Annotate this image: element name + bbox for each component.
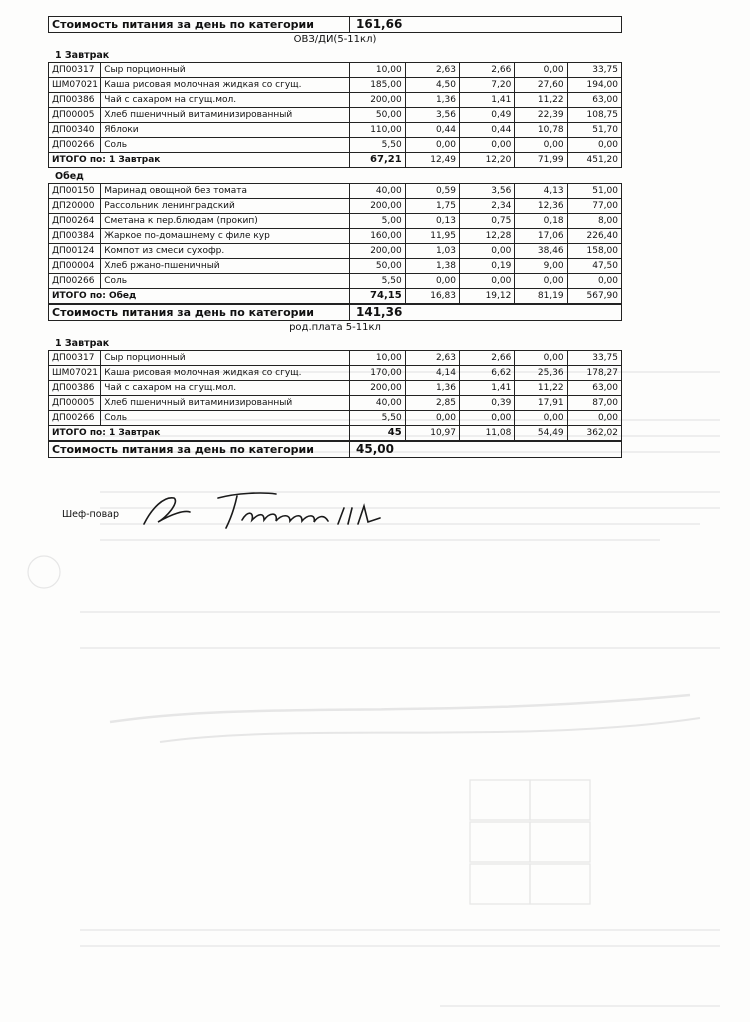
cell-code: ДП00317 xyxy=(49,351,101,366)
cell-code: ДП00264 xyxy=(49,214,101,229)
cell-code: ДП00266 xyxy=(49,138,101,153)
cell-energy: 8,00 xyxy=(567,214,621,229)
cell-fat: 0,44 xyxy=(460,123,515,138)
cell-name: Сыр порционный xyxy=(101,63,350,78)
cell-protein: 1,03 xyxy=(405,244,459,259)
cell-carbs: 17,91 xyxy=(515,396,567,411)
cell-fat: 0,00 xyxy=(460,138,515,153)
cell-code: ДП00317 xyxy=(49,63,101,78)
cell-energy: 158,00 xyxy=(567,244,621,259)
table-row xyxy=(49,138,622,153)
cell-protein: 1,36 xyxy=(405,93,459,108)
meal-table xyxy=(48,350,622,441)
cell-fat: 3,56 xyxy=(460,184,515,199)
cell-carbs: 0,00 xyxy=(515,274,567,289)
cell-fat: 1,41 xyxy=(460,381,515,396)
cell-carbs: 11,22 xyxy=(515,93,567,108)
group-title: ОВЗ/ДИ(5-11кл) xyxy=(293,34,377,45)
cell-energy: 63,00 xyxy=(567,93,621,108)
cell-code: ДП00386 xyxy=(49,381,101,396)
cell-fat: 2,66 xyxy=(460,63,515,78)
table-row xyxy=(49,123,622,138)
cell-code: ДП00384 xyxy=(49,229,101,244)
table-row xyxy=(49,229,622,244)
cell-energy: 108,75 xyxy=(567,108,621,123)
daily-cost-value: 161,66 xyxy=(350,17,622,33)
table-row xyxy=(49,93,622,108)
cell-energy: 178,27 xyxy=(567,366,621,381)
total-fat: 12,20 xyxy=(460,153,515,168)
cell-code: ДП00266 xyxy=(49,411,101,426)
table-row xyxy=(49,259,622,274)
cell-fat: 0,00 xyxy=(460,244,515,259)
cell-code: ДП00005 xyxy=(49,108,101,123)
cell-protein: 1,75 xyxy=(405,199,459,214)
total-carbs: 54,49 xyxy=(515,426,567,441)
daily-cost-value: 45,00 xyxy=(350,442,622,458)
total-protein: 10,97 xyxy=(405,426,459,441)
cell-mass: 50,00 xyxy=(350,108,405,123)
total-energy: 567,90 xyxy=(567,289,621,304)
cell-energy: 51,70 xyxy=(567,123,621,138)
cell-mass: 5,50 xyxy=(350,274,405,289)
total-mass: 45 xyxy=(350,426,405,441)
meal-total-row xyxy=(49,153,622,168)
daily-cost-row xyxy=(48,441,622,458)
cell-name: Чай с сахаром на сгущ.мол. xyxy=(101,381,350,396)
cell-energy: 33,75 xyxy=(567,351,621,366)
cell-protein: 0,13 xyxy=(405,214,459,229)
cell-code: ДП00340 xyxy=(49,123,101,138)
meal-title: 1 Завтрак xyxy=(55,50,110,61)
cell-carbs: 17,06 xyxy=(515,229,567,244)
table-row xyxy=(49,411,622,426)
total-protein: 16,83 xyxy=(405,289,459,304)
handwritten-signature xyxy=(62,488,422,536)
cell-energy: 33,75 xyxy=(567,63,621,78)
cell-mass: 200,00 xyxy=(350,93,405,108)
cell-mass: 40,00 xyxy=(350,396,405,411)
total-label: ИТОГО по: 1 Завтрак xyxy=(49,153,350,168)
signature-block xyxy=(62,488,422,536)
cell-protein: 1,38 xyxy=(405,259,459,274)
cell-fat: 0,00 xyxy=(460,274,515,289)
cell-protein: 2,63 xyxy=(405,351,459,366)
meal-total-row xyxy=(49,426,622,441)
cell-energy: 194,00 xyxy=(567,78,621,93)
cell-carbs: 12,36 xyxy=(515,199,567,214)
cell-code: ДП00386 xyxy=(49,93,101,108)
cell-mass: 5,50 xyxy=(350,411,405,426)
cell-name: Соль xyxy=(101,274,350,289)
cell-energy: 77,00 xyxy=(567,199,621,214)
meal-table xyxy=(48,62,622,168)
daily-cost-label: Стоимость питания за день по категории xyxy=(49,17,350,33)
cell-protein: 0,59 xyxy=(405,184,459,199)
cell-fat: 1,41 xyxy=(460,93,515,108)
cell-energy: 47,50 xyxy=(567,259,621,274)
table-row xyxy=(49,108,622,123)
total-fat: 19,12 xyxy=(460,289,515,304)
cell-protein: 11,95 xyxy=(405,229,459,244)
cell-protein: 4,14 xyxy=(405,366,459,381)
cell-mass: 10,00 xyxy=(350,63,405,78)
cell-protein: 3,56 xyxy=(405,108,459,123)
total-label: ИТОГО по: Обед xyxy=(49,289,350,304)
total-energy: 362,02 xyxy=(567,426,621,441)
cell-protein: 2,63 xyxy=(405,63,459,78)
table-row xyxy=(49,63,622,78)
table-row xyxy=(49,244,622,259)
table-row xyxy=(49,214,622,229)
cell-name: Чай с сахаром на сгущ.мол. xyxy=(101,93,350,108)
cell-name: Сыр порционный xyxy=(101,351,350,366)
cell-mass: 10,00 xyxy=(350,351,405,366)
total-carbs: 71,99 xyxy=(515,153,567,168)
cell-energy: 51,00 xyxy=(567,184,621,199)
total-mass: 74,15 xyxy=(350,289,405,304)
daily-cost-label: Стоимость питания за день по категории xyxy=(49,305,350,321)
total-fat: 11,08 xyxy=(460,426,515,441)
cell-code: ДП00004 xyxy=(49,259,101,274)
cell-fat: 0,00 xyxy=(460,411,515,426)
total-carbs: 81,19 xyxy=(515,289,567,304)
cell-energy: 0,00 xyxy=(567,138,621,153)
cell-energy: 0,00 xyxy=(567,411,621,426)
cell-carbs: 11,22 xyxy=(515,381,567,396)
table-row xyxy=(49,381,622,396)
cell-energy: 87,00 xyxy=(567,396,621,411)
daily-cost-row xyxy=(48,304,622,321)
cell-name: Рассольник ленинградский xyxy=(101,199,350,214)
cell-carbs: 4,13 xyxy=(515,184,567,199)
cell-energy: 226,40 xyxy=(567,229,621,244)
cell-protein: 0,00 xyxy=(405,138,459,153)
chef-role-label: Шеф-повар xyxy=(62,509,120,520)
total-label: ИТОГО по: 1 Завтрак xyxy=(49,426,350,441)
cell-name: Яблоки xyxy=(101,123,350,138)
group-title: род.плата 5-11кл xyxy=(289,322,381,333)
cell-protein: 1,36 xyxy=(405,381,459,396)
cell-carbs: 0,00 xyxy=(515,351,567,366)
cell-carbs: 0,00 xyxy=(515,138,567,153)
cell-name: Каша рисовая молочная жидкая со сгущ. xyxy=(101,366,350,381)
table-row xyxy=(49,199,622,214)
cell-energy: 63,00 xyxy=(567,381,621,396)
cell-energy: 0,00 xyxy=(567,274,621,289)
cell-code: ШМ07021 xyxy=(49,366,101,381)
cell-protein: 0,44 xyxy=(405,123,459,138)
cell-mass: 50,00 xyxy=(350,259,405,274)
cell-name: Хлеб ржано-пшеничный xyxy=(101,259,350,274)
cell-fat: 0,39 xyxy=(460,396,515,411)
meal-title: Обед xyxy=(55,171,84,182)
cell-carbs: 9,00 xyxy=(515,259,567,274)
table-row xyxy=(49,396,622,411)
cell-name: Жаркое по-домашнему с филе кур xyxy=(101,229,350,244)
cell-name: Хлеб пшеничный витаминизированный xyxy=(101,396,350,411)
meal-title: 1 Завтрак xyxy=(55,338,110,349)
menu-sheet xyxy=(48,16,622,458)
cell-mass: 185,00 xyxy=(350,78,405,93)
meal-total-row xyxy=(49,289,622,304)
daily-cost-value: 141,36 xyxy=(350,305,622,321)
cell-code: ШМ07021 xyxy=(49,78,101,93)
cell-protein: 2,85 xyxy=(405,396,459,411)
table-row xyxy=(49,78,622,93)
daily-cost-label: Стоимость питания за день по категории xyxy=(49,442,350,458)
cell-protein: 4,50 xyxy=(405,78,459,93)
cell-carbs: 0,18 xyxy=(515,214,567,229)
cell-carbs: 0,00 xyxy=(515,63,567,78)
cell-fat: 0,49 xyxy=(460,108,515,123)
table-row xyxy=(49,351,622,366)
table-row xyxy=(49,366,622,381)
table-row xyxy=(49,274,622,289)
cell-mass: 170,00 xyxy=(350,366,405,381)
cell-carbs: 25,36 xyxy=(515,366,567,381)
cell-mass: 40,00 xyxy=(350,184,405,199)
cell-mass: 5,50 xyxy=(350,138,405,153)
total-energy: 451,20 xyxy=(567,153,621,168)
cell-mass: 110,00 xyxy=(350,123,405,138)
cell-code: ДП00150 xyxy=(49,184,101,199)
cell-fat: 6,62 xyxy=(460,366,515,381)
total-protein: 12,49 xyxy=(405,153,459,168)
cell-carbs: 0,00 xyxy=(515,411,567,426)
cell-fat: 0,75 xyxy=(460,214,515,229)
cell-mass: 160,00 xyxy=(350,229,405,244)
cell-carbs: 10,78 xyxy=(515,123,567,138)
cell-carbs: 38,46 xyxy=(515,244,567,259)
cell-code: ДП00266 xyxy=(49,274,101,289)
meal-table xyxy=(48,183,622,304)
cell-name: Каша рисовая молочная жидкая со сгущ. xyxy=(101,78,350,93)
cell-name: Сметана к пер.блюдам (прокип) xyxy=(101,214,350,229)
cell-code: ДП20000 xyxy=(49,199,101,214)
cell-name: Маринад овощной без томата xyxy=(101,184,350,199)
cell-mass: 200,00 xyxy=(350,244,405,259)
cell-code: ДП00124 xyxy=(49,244,101,259)
table-row xyxy=(49,184,622,199)
cell-protein: 0,00 xyxy=(405,411,459,426)
cell-code: ДП00005 xyxy=(49,396,101,411)
cell-mass: 200,00 xyxy=(350,199,405,214)
cell-fat: 7,20 xyxy=(460,78,515,93)
cell-fat: 2,34 xyxy=(460,199,515,214)
cell-carbs: 22,39 xyxy=(515,108,567,123)
cell-fat: 2,66 xyxy=(460,351,515,366)
cell-fat: 0,19 xyxy=(460,259,515,274)
cell-mass: 5,00 xyxy=(350,214,405,229)
cell-mass: 200,00 xyxy=(350,381,405,396)
cell-name: Хлеб пшеничный витаминизированный xyxy=(101,108,350,123)
cell-name: Соль xyxy=(101,138,350,153)
cell-carbs: 27,60 xyxy=(515,78,567,93)
cell-name: Компот из смеси сухофр. xyxy=(101,244,350,259)
cell-name: Соль xyxy=(101,411,350,426)
daily-cost-row xyxy=(48,16,622,33)
cell-fat: 12,28 xyxy=(460,229,515,244)
total-mass: 67,21 xyxy=(350,153,405,168)
cell-protein: 0,00 xyxy=(405,274,459,289)
